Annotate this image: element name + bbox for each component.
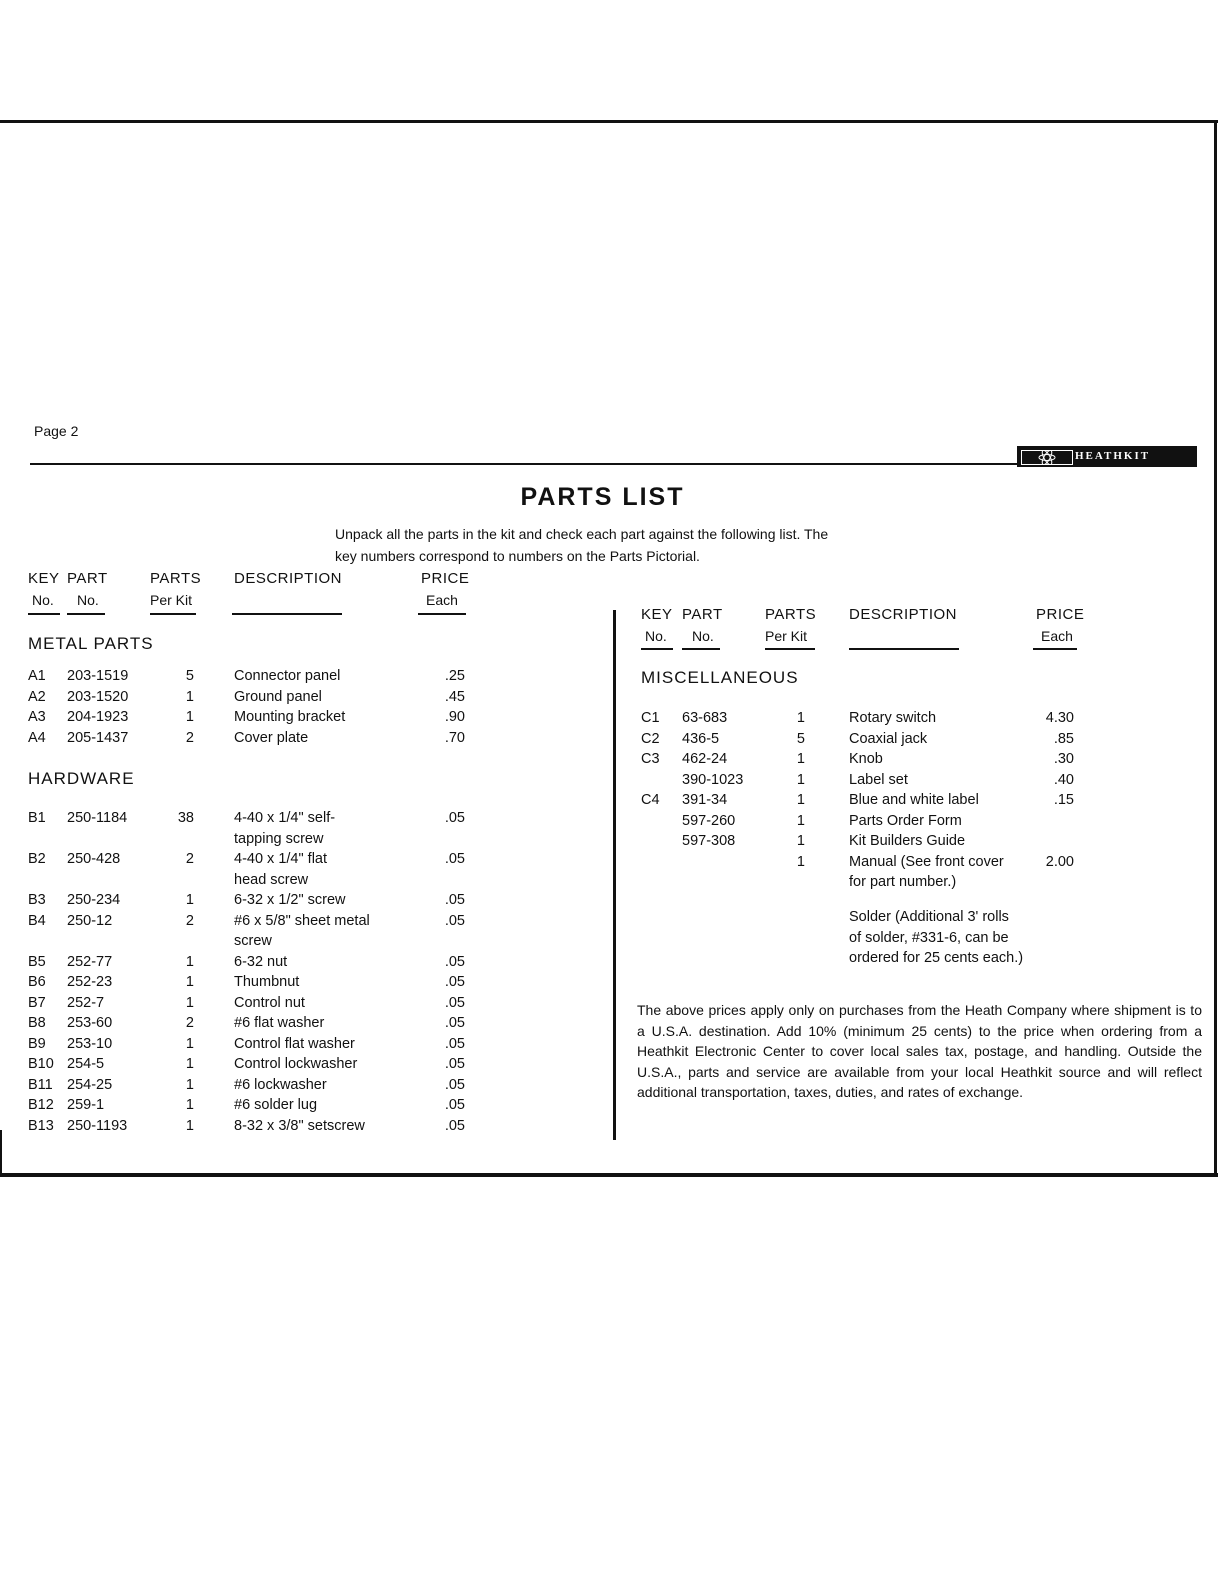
row-price: .30 <box>1053 751 1074 767</box>
col-parts-header: PARTS <box>150 570 202 587</box>
row-part-number: 390-1023 <box>682 771 744 788</box>
row-price: .05 <box>444 1097 465 1113</box>
section-title-metal-parts: METAL PARTS <box>28 634 154 653</box>
column-divider <box>613 610 616 1140</box>
row-part-number: 597-260 <box>682 812 736 829</box>
right-price-underline <box>1033 648 1077 650</box>
row-key-number: B4 <box>28 912 46 929</box>
right-description-underline <box>849 648 959 650</box>
row-part-number: 250-428 <box>67 851 121 867</box>
row-quantity: 1 <box>185 1035 194 1052</box>
col-part-header: PART <box>67 570 108 587</box>
key-underline <box>28 613 60 615</box>
row-part-number: 63-683 <box>682 710 728 726</box>
row-part-number: 259-1 <box>67 1097 105 1113</box>
col-price-header: PRICE <box>421 570 470 587</box>
price-underline <box>418 613 466 615</box>
row-description: Label set <box>849 771 908 788</box>
row-key-number: B10 <box>28 1056 54 1072</box>
row-part-number: 250-234 <box>67 892 121 908</box>
row-description: Manual (See front cover <box>849 853 1004 870</box>
left-edge-rule <box>0 1130 2 1175</box>
row-price: .05 <box>444 1015 465 1031</box>
row-price: 4.30 <box>1045 710 1074 726</box>
atom-icon <box>1037 451 1057 464</box>
row-key-number: C2 <box>641 730 660 747</box>
row-quantity: 1 <box>185 1076 194 1093</box>
row-key-number: B13 <box>28 1117 54 1134</box>
parts-underline <box>150 613 196 615</box>
row-price: .15 <box>1053 792 1074 808</box>
row-description: Kit Builders Guide <box>849 833 966 849</box>
row-key-number: B8 <box>28 1015 46 1031</box>
intro-line-1: Unpack all the parts in the kit and check each part against the following list. The <box>335 526 829 542</box>
right-col-parts-subheader: Per Kit <box>765 628 808 644</box>
row-price: .05 <box>444 974 465 990</box>
row-price: .05 <box>444 1076 465 1093</box>
row-key-number: A1 <box>28 668 46 684</box>
row-description: #6 solder lug <box>234 1097 318 1113</box>
row-key-number: C4 <box>641 792 660 808</box>
row-quantity: 1 <box>796 771 805 788</box>
solder-note-line: ordered for 25 cents each.) <box>849 950 1024 966</box>
row-quantity: 2 <box>185 729 194 746</box>
heathkit-logo <box>1017 446 1197 467</box>
row-description: Ground panel <box>234 688 322 705</box>
right-col-description-header: DESCRIPTION <box>849 606 958 623</box>
row-part-number: 254-5 <box>67 1056 105 1072</box>
row-quantity: 1 <box>796 792 805 808</box>
intro-line-2: key numbers correspond to numbers on the Parts Pictorial. <box>335 548 700 564</box>
row-description: Knob <box>849 751 883 767</box>
right-key-underline <box>641 648 673 650</box>
row-quantity: 2 <box>185 1015 194 1031</box>
row-price: .05 <box>444 994 465 1011</box>
description-underline <box>232 613 342 615</box>
brand-name: HEATHKIT <box>1075 450 1151 462</box>
col-part-subheader: No. <box>77 592 99 608</box>
row-quantity: 1 <box>185 953 194 970</box>
row-description: Control lockwasher <box>234 1056 358 1072</box>
col-description-header: DESCRIPTION <box>234 570 343 587</box>
row-quantity: 5 <box>796 730 805 747</box>
row-quantity: 1 <box>185 709 194 725</box>
row-key-number: C1 <box>641 710 660 726</box>
row-description: Thumbnut <box>234 974 300 990</box>
row-part-number: 391-34 <box>682 792 728 808</box>
row-price: .85 <box>1053 730 1074 747</box>
right-edge-rule <box>1214 120 1217 1175</box>
row-quantity: 1 <box>796 833 805 849</box>
row-part-number: 252-23 <box>67 974 113 990</box>
right-part-underline <box>682 648 720 650</box>
intro-text <box>335 523 935 567</box>
row-price: .05 <box>444 1035 465 1052</box>
row-key-number: B3 <box>28 892 46 908</box>
row-quantity: 38 <box>177 810 194 826</box>
row-key-number: A2 <box>28 688 46 705</box>
row-description: for part number.) <box>849 874 957 890</box>
row-part-number: 597-308 <box>682 833 736 849</box>
row-description: Control flat washer <box>234 1035 355 1052</box>
bottom-rule <box>0 1173 1218 1177</box>
row-key-number: A3 <box>28 709 46 725</box>
row-description: 8-32 x 3/8" setscrew <box>234 1117 365 1134</box>
page-title: PARTS LIST <box>520 483 685 511</box>
row-description: screw <box>234 933 272 949</box>
row-part-number: 253-10 <box>67 1035 113 1052</box>
row-price: .40 <box>1053 771 1074 788</box>
row-description: 6-32 nut <box>234 953 288 970</box>
row-price: .05 <box>444 1056 465 1072</box>
right-col-part-subheader: No. <box>692 628 714 644</box>
row-price: .05 <box>444 892 465 908</box>
row-quantity: 1 <box>796 751 805 767</box>
header-rule <box>30 463 1020 465</box>
row-description: #6 lockwasher <box>234 1076 327 1093</box>
row-part-number: 462-24 <box>682 751 728 767</box>
right-col-price-header: PRICE <box>1036 606 1085 623</box>
row-quantity: 1 <box>796 853 805 870</box>
row-price: .05 <box>444 1117 465 1134</box>
row-part-number: 250-12 <box>67 912 113 929</box>
row-description: #6 flat washer <box>234 1015 325 1031</box>
row-quantity: 1 <box>796 710 805 726</box>
row-part-number: 203-1520 <box>67 688 129 705</box>
top-rule <box>0 120 1218 123</box>
row-price: .05 <box>444 953 465 970</box>
part-underline <box>67 613 105 615</box>
row-key-number: B12 <box>28 1097 54 1113</box>
row-price: .05 <box>444 851 465 867</box>
row-description: 6-32 x 1/2" screw <box>234 892 346 908</box>
row-key-number: A4 <box>28 729 46 746</box>
row-key-number: B11 <box>28 1076 53 1093</box>
right-col-parts-header: PARTS <box>765 606 817 623</box>
row-part-number: 252-7 <box>67 994 105 1011</box>
row-part-number: 250-1184 <box>67 810 128 826</box>
price-note: The above prices apply only on purchases from the Heath Company where shipment is to a U.S.A. destination. Add 10% (minimum 25 cents) to the price when ordering from a Heathkit Electronic Center to cover local sales tax, postage, and handling. Outside the U.S.A., parts and service are available from your local Heathkit source and will reflect additional transportation, taxes, duties, and rates of exchange. <box>637 1002 1202 1100</box>
row-quantity: 2 <box>185 912 194 929</box>
row-part-number: 436-5 <box>682 730 720 747</box>
row-quantity: 1 <box>185 1117 194 1134</box>
col-key-subheader: No. <box>32 592 54 608</box>
row-price: 2.00 <box>1045 853 1074 870</box>
row-quantity: 1 <box>796 812 805 829</box>
row-quantity: 1 <box>185 688 194 705</box>
row-quantity: 2 <box>185 851 194 867</box>
row-quantity: 1 <box>185 994 194 1011</box>
row-key-number: B9 <box>28 1035 46 1052</box>
row-key-number: B6 <box>28 974 46 990</box>
col-parts-subheader: Per Kit <box>150 592 193 608</box>
row-part-number: 253-60 <box>67 1015 113 1031</box>
row-quantity: 1 <box>185 1097 194 1113</box>
row-key-number: C3 <box>641 751 660 767</box>
row-price: .05 <box>444 810 465 826</box>
row-quantity: 1 <box>185 892 194 908</box>
solder-note-line: Solder (Additional 3' rolls <box>849 909 1009 925</box>
row-key-number: B5 <box>28 953 46 970</box>
row-key-number: B2 <box>28 851 46 867</box>
row-part-number: 252-77 <box>67 953 113 970</box>
row-description: #6 x 5/8" sheet metal <box>234 912 370 929</box>
right-parts-underline <box>765 648 815 650</box>
row-description: Coaxial jack <box>849 730 928 747</box>
col-key-header: KEY <box>28 570 60 587</box>
row-description: Mounting bracket <box>234 709 346 725</box>
row-price: .25 <box>444 668 465 684</box>
row-quantity: 1 <box>185 974 194 990</box>
solder-note-line: of solder, #331-6, can be <box>849 929 1009 946</box>
row-part-number: 254-25 <box>67 1076 113 1093</box>
right-col-price-subheader: Each <box>1041 628 1073 644</box>
row-description: Parts Order Form <box>849 812 962 829</box>
row-part-number: 205-1437 <box>67 729 129 746</box>
row-quantity: 1 <box>185 1056 194 1072</box>
row-description: 4-40 x 1/4" self- <box>234 810 336 826</box>
row-part-number: 250-1193 <box>67 1117 128 1134</box>
row-description: Rotary switch <box>849 710 937 726</box>
section-title-hardware: HARDWARE <box>28 769 135 788</box>
row-price: .05 <box>444 912 465 929</box>
page-number: Page 2 <box>34 423 79 439</box>
row-description: Cover plate <box>234 729 309 746</box>
row-price: .70 <box>444 729 465 746</box>
row-description: Control nut <box>234 994 305 1011</box>
section-title-miscellaneous: MISCELLANEOUS <box>641 668 799 687</box>
row-part-number: 203-1519 <box>67 668 129 684</box>
row-description: 4-40 x 1/4" flat <box>234 851 328 867</box>
row-part-number: 204-1923 <box>67 709 129 725</box>
row-description: Connector panel <box>234 668 341 684</box>
row-key-number: B7 <box>28 994 46 1011</box>
col-price-subheader: Each <box>426 592 458 608</box>
row-price: .90 <box>444 709 465 725</box>
row-price: .45 <box>444 688 465 705</box>
row-description: tapping screw <box>234 830 324 847</box>
right-col-part-header: PART <box>682 606 723 623</box>
right-col-key-subheader: No. <box>645 628 667 644</box>
right-col-key-header: KEY <box>641 606 673 623</box>
row-description: Blue and white label <box>849 792 979 808</box>
row-key-number: B1 <box>28 810 46 826</box>
row-description: head screw <box>234 871 309 888</box>
row-quantity: 5 <box>185 668 194 684</box>
